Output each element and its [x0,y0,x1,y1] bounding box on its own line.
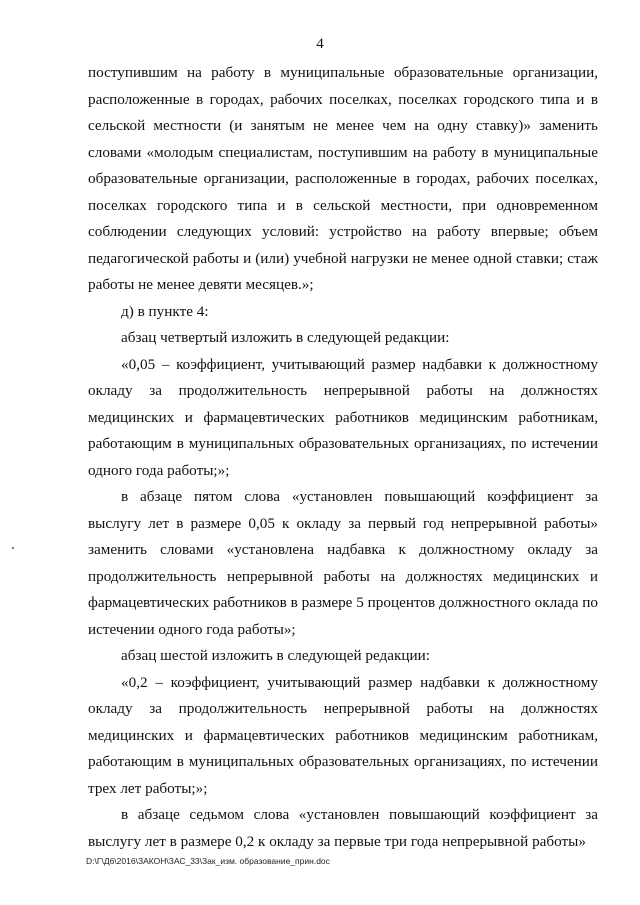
paragraph-sixth-abzac-instruction: абзац шестой изложить в следующей редакции: [121,647,430,664]
paragraph-coefficient-02: «0,2 – коэффициент, учитывающий размер надбавки к должностному окладу за продолжительность непрерывной работы на должностях медицинских и фармацевтических работников медицинским работникам, работающим в муниципальных образовательных организациях, по истечении трех лет работы;»; [88,673,598,797]
paragraph-fifth-abzac-replacement: в абзаце пятом слова «установлен повышающий коэффициент за выслугу лет в размере 0,05 к окладу за первый год непрерывной работы» заменить словами «установлена надбавка к должностному окладу за продолжительность непрерывной работы на должностях медицинских и фармацевтических работников в размере 5 процентов должностного оклада по истечении одного года работы»; [88,488,598,638]
paragraph-seventh-abzac-replacement: в абзаце седьмом слова «установлен повышающий коэффициент за выслугу лет в размере 0,2 к окладу за первые три года непрерывной работы» [88,806,598,850]
paragraph-fourth-abzac-instruction: абзац четвертый изложить в следующей редакции: [121,329,450,346]
paragraph-continuation: поступившим на работу в муниципальные образовательные организации, расположенные в городах, рабочих поселках, поселках городского типа и в сельской местности (и занятым не менее чем на одну ставку)» заменить словами «молодым специалистам, поступившим на работу в муниципальные образовательные организации, расположенные в городах, рабочих поселках, поселках городского типа и в сельской местности, при одновременном соблюдении следующих условий: устройство на работу впервые; объем педагогической работы и (или) учебной нагрузки не менее одной ставки; стаж работы не менее девяти месяцев.»; [88,64,598,293]
paragraph-item-d: д) в пункте 4: [121,302,209,320]
page-number: 4 [316,36,324,52]
footer-file-path: D:\Г\Д6\2016\ЗАКОН\ЗАС_33\Зак_изм. образование_прин.doc [86,856,330,866]
paragraph-coefficient-005: «0,05 – коэффициент, учитывающий размер надбавки к должностному окладу за продолжительность непрерывной работы на должностях медицинских и фармацевтических работников медицинским работникам, работающим в муниципальных образовательных организациях, по истечении одного года работы;»; [88,355,598,479]
document-body [88,60,598,855]
scan-speck [12,547,14,549]
